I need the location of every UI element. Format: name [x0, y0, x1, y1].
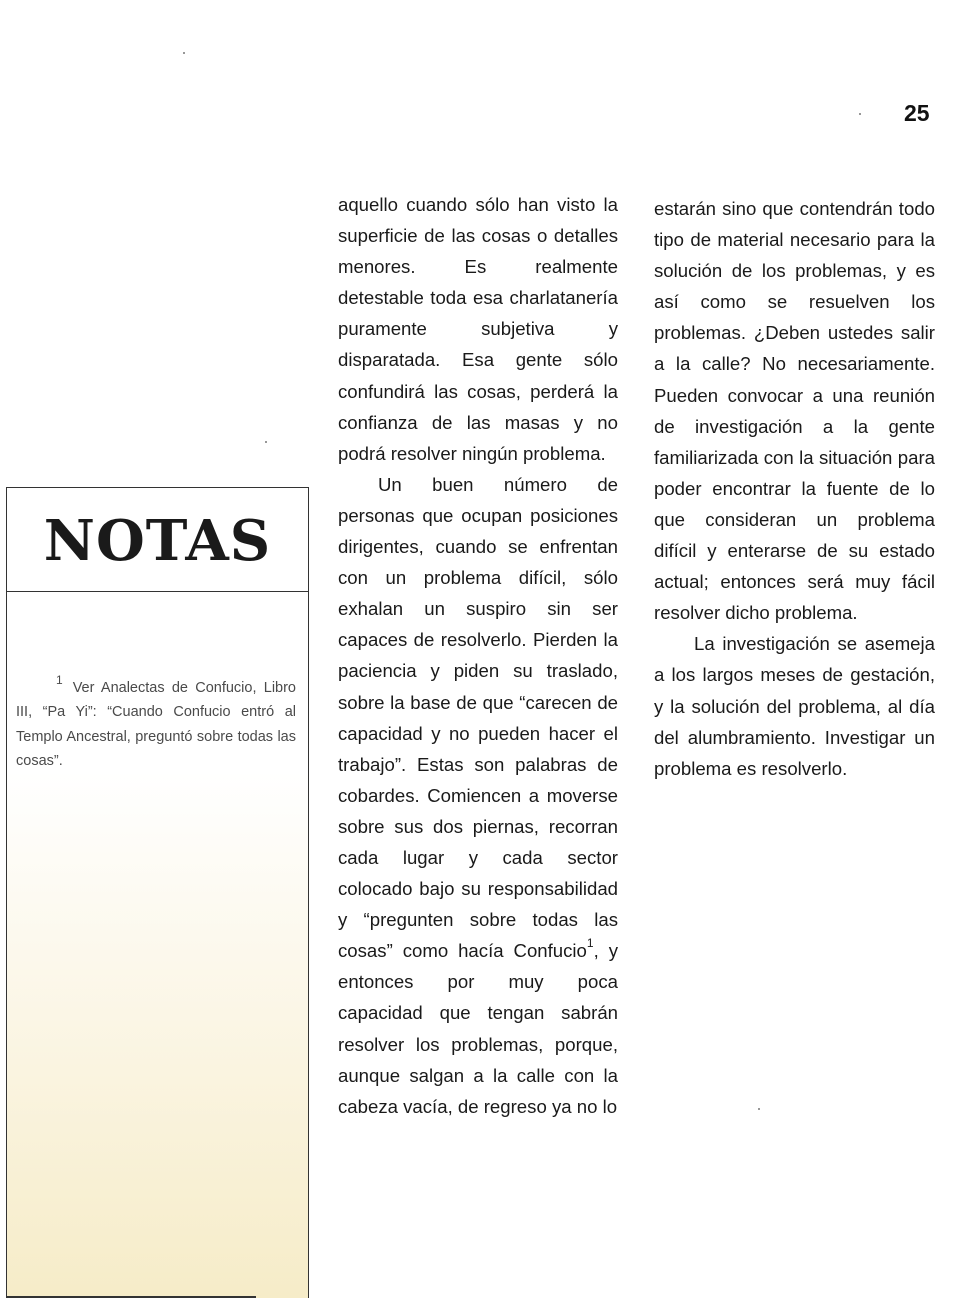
scan-speck	[183, 52, 185, 54]
text-column-right	[654, 193, 935, 784]
footnote-marker: 1	[56, 673, 63, 687]
footnote	[16, 670, 296, 774]
paragraph: estarán sino que contendrán todo tipo de material necesario para la solución de los problemas, y es así como se resuelven los problemas. ¿Deben ustedes salir a la calle? No necesariamente. Pueden convocar a una reunión de investigación a la gente familiarizada con la situación para poder encontrar la fuente de lo que consideran un problema difícil y enterarse de su estado actual; entonces será muy fácil resolver dicho problema.	[654, 198, 935, 624]
paragraph-text-continued: , y entonces por muy poca capacidad que tengan sabrán resolver los problemas, porque, aunque salgan a la calle con la cabeza vacía, de regreso ya no lo	[338, 940, 618, 1117]
footnote-reference: 1	[586, 936, 594, 951]
page-number: 25	[904, 100, 930, 126]
paragraph: aquello cuando sólo han visto la superficie de las cosas o detalles menores. Es realmente detestable toda esa charlatanería puramente subjetiva y disparatada. Esa gente sólo confundirá las cosas, perderá la confianza de las masas y no podrá resolver ningún problema.	[338, 194, 618, 464]
paragraph: La investigación se asemeja a los largos meses de gestación, y la solución del problema, al día del alumbramiento. Investigar un problema es resolverlo.	[654, 633, 935, 779]
notes-bottom-rule	[6, 1296, 256, 1298]
paragraph	[338, 469, 618, 1122]
notes-title: NOTAS	[43, 507, 272, 574]
footnote-text: Ver Analectas de Confucio, Libro III, “Pa Yi”: “Cuando Confucio entró al Templo Ancestral, preguntó sobre todas las cosas”.	[16, 679, 296, 770]
notes-header	[7, 488, 308, 592]
scan-speck	[859, 113, 861, 115]
notes-sidebar	[6, 487, 309, 1298]
text-column-left	[338, 189, 618, 1297]
paragraph-text: Un buen número de personas que ocupan posiciones dirigentes, cuando se enfrentan con un problema difícil, sólo exhalan un suspiro sin ser capaces de resolverlo. Pierden la paciencia y piden su traslado, sobre la base de que “carecen de capacidad y no pueden hacer el trabajo”. Estas son palabras de cobardes. Comiencen a moverse sobre sus dos piernas, recorran cada lugar y cada sector colocado bajo su responsabilidad y “pregunten sobre todas las cosas” como hacía Confucio	[338, 473, 618, 962]
scan-speck	[265, 441, 267, 443]
scan-speck	[758, 1108, 760, 1110]
